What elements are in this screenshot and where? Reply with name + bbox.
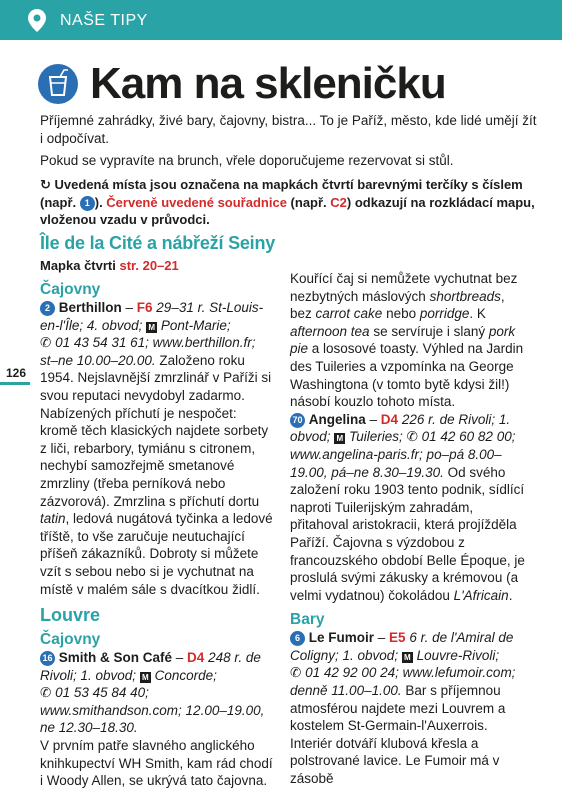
text: nebo [382,306,420,322]
entry-name: Smith & Son Café [58,650,173,666]
section-heading-cite: Île de la Cité a nábřeží Seiny [40,233,276,253]
section-heading-louvre: Louvre [40,605,101,626]
page-number-bar [0,382,30,385]
metro-icon: M [334,433,345,444]
entry-smith [40,649,274,790]
map-reference [40,258,179,274]
entry-metro: Tuileries; [345,429,407,445]
entry-contact: 01 43 54 31 61; www.berthillon.fr; st–ne 10.00–20.00. [40,335,256,368]
entry-description-italic: tatin [40,511,66,527]
right-column [290,270,530,788]
entry-number-badge: 2 [40,301,55,316]
note-text-3: (např. [286,194,331,210]
example-badge: 1 [80,196,95,211]
section-label: NAŠE TIPY [60,12,148,29]
note-red-coords: Červeně uvedené souřadnice [106,194,287,210]
entry-description-italic: L'Africain [453,587,509,603]
entry-contact: 01 53 45 84 40; www.smithandson.com; 12.00–19.00, ne 12.30–18.30. [40,685,265,736]
subheading-cajovny: Čajovny [40,281,101,298]
note-text-2: ). [94,194,107,210]
entry-dash: – [374,630,390,646]
entry-number-badge: 70 [290,413,305,428]
text-italic: shortbreads [429,288,501,304]
text-italic: afternoon tea [290,323,370,339]
map-reference-pages: str. 20–21 [119,258,179,273]
metro-icon: M [402,652,413,663]
entry-angelina [290,411,530,605]
map-reference-label: Mapka čtvrti [40,258,120,273]
metro-icon: M [140,672,151,683]
text: a lososové toasty. Výhled na Jardin des Tuileries a vzpomínka na George Washingtona (v tomto bytě kdysi žil!) násobí kouzlo tohoto místa. [290,341,524,410]
entry-description: V prvním patře slavného anglického knihkupectví WH Smith, kam rád chodí i Woody Allen, se ukrývá tato čajovna. [40,738,273,789]
text-italic: porridge [419,306,470,322]
phone-icon: ✆ [290,665,302,681]
link-arrow-icon: ↻ [40,177,51,192]
map-note [40,176,550,229]
subheading-bary: Bary [290,611,325,629]
entry-metro: Louvre-Rivoli; [412,647,500,663]
entry-map-coord: F6 [136,300,153,315]
entry-map-coord: D4 [187,650,205,666]
entry-name: Berthillon [58,300,122,315]
entry-fumoir [290,629,530,787]
drink-glass-icon [38,64,78,104]
entry-address: 226 r. de Rivoli; 1. obvod; [290,411,511,445]
text: se servíruje i slaný [369,323,489,339]
entry-number-badge: 6 [290,631,305,646]
entry-address: 29–31 r. St-Louis-en-l'Île; 4. obvod; [40,300,264,333]
section-header-bar [0,0,562,40]
text-italic: pork pie [290,323,516,357]
text: , bez [290,288,505,322]
entry-name: Angelina [308,411,366,427]
entry-description: Od svého založení roku 1903 tento podnik, sídlící naproti Tuilerijským zahradám, přitahoval aristokracii, která projížděla Paříží. Čajovna s výzdobou z francouzského období Belle Époque, je proslulá svými zákusky a krémovou (a velmi vydatnou) čokoládou [290,464,525,603]
entry-name: Le Fumoir [308,630,375,646]
entry-metro: Concorde; [150,667,217,683]
entry-description-cont: . [508,587,513,603]
phone-icon: ✆ [40,335,52,351]
entry-address: 248 r. de Rivoli; 1. obvod; [40,650,261,683]
text: . K [469,306,486,322]
text: Kouřící čaj si nemůžete vychutnat bez nezbytných máslových [290,271,518,304]
entry-address: 6 r. de l'Amiral de Coligny; 1. obvod; [290,630,514,663]
phone-icon: ✆ [40,685,52,701]
entry-description-cont: , ledová nugátová tyčinka a ledové tříště, to vše zaručuje neutuchající příšeň zákazníků. Dobroty si můžete vzít s sebou nebo si je vychutnat na místě v malém sále s dvacítkou židlí. [40,511,273,597]
entry-description: Založeno roku 1954. Nejslavnější zmrzlinář v Paříži si svou reputaci nevydobyl zadarmo. Nabízených příchutí je nespočet: kromě těch klasických najdete sorbety z liči, rebarbory, tymiánu s citronem, nechybí samozřejmě smetanové zmrzliny (třeba perníková nebo zázvorová). Zmrzlina s příchutí dortu [40,352,272,509]
note-text-1: Uvedená místa jsou označena na mapkách čtvrtí barevnými terčíky s číslem (např. [40,177,523,210]
location-pin-icon [28,9,46,32]
entry-contact: 01 42 60 82 00; www.angelina-paris.fr; po–pá 8.00–19.00, pá–ne 8.30–19.30. [290,429,516,480]
metro-icon: M [146,322,157,333]
entry-number-badge: 16 [40,651,55,666]
text-italic: carrot cake [315,306,383,322]
left-column [40,280,274,790]
page-number: 126 [6,366,27,380]
entry-dash: – [121,300,137,315]
brunch-paragraph: Pokud se vypravíte na brunch, vřele doporučujeme rezervovat si stůl. [40,153,454,168]
entry-metro: Pont-Marie; [157,317,231,333]
entry-dash: – [172,650,188,666]
entry-smith-continued [290,270,530,411]
intro-paragraph: Příjemné zahrádky, živé bary, čajovny, bistra... To je Paříž, město, kde lidé umějí žít i odpočívat. [40,113,537,146]
entry-contact: 01 42 92 00 24; www.lefumoir.com; denně 11.00–1.00. [290,665,516,699]
entry-berthillon [40,299,274,598]
note-text-4: ) odkazují na rozkládací mapu, vloženou vzadu v průvodci. [40,194,535,227]
note-red-example: C2 [330,194,347,210]
entry-map-coord: D4 [380,411,399,427]
subheading-cajovny-louvre: Čajovny [40,631,101,649]
entry-description: Bar s příjemnou atmosférou najdete mezi Louvrem a kostelem St-Germain-l'Auxerrois. Interiér dotváří klubová křesla a polstrované lavice. Le Fumoir má v zásobě [290,683,506,787]
entry-dash: – [365,411,381,427]
page-title: Kam na skleničku [90,59,446,108]
entry-map-coord: E5 [389,630,406,646]
phone-icon: ✆ [406,429,422,445]
